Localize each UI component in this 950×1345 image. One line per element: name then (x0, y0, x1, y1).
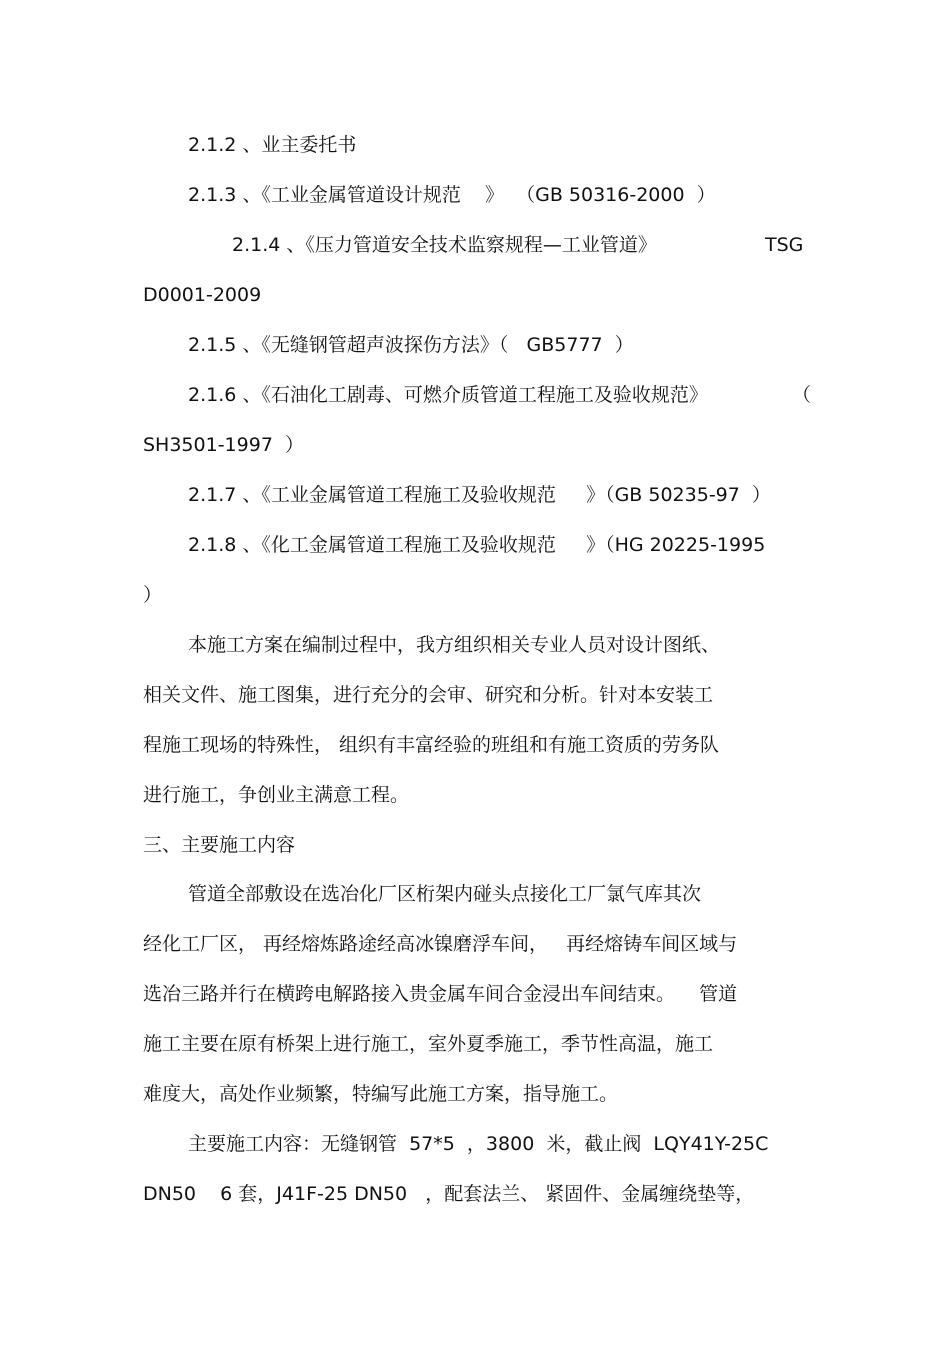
paragraph-line: 难度大，高处作业频繁，特编写此施工方案，指导施工。 (143, 1083, 619, 1105)
paragraph-line: 主要施工内容：无缝钢管 57*5 ，3800 米，截止阀 LQY41Y-25C (188, 1133, 769, 1155)
ref-2-1-6-line2: SH3501-1997 ） (143, 434, 304, 456)
section-heading: 三、主要施工内容 (143, 834, 296, 856)
ref-2-1-2: 2.1.2 、业主委托书 (188, 134, 357, 156)
paragraph-line: 管道全部敷设在选冶化厂区桁架内碰头点接化工厂氯气库其次 (188, 883, 702, 905)
paragraph-line: 程施工现场的特殊性， 组织有丰富经验的班组和有施工资质的劳务队 (143, 734, 720, 756)
ref-2-1-4-line1: 2.1.4 、《压力管道安全技术监察规程—工业管道》 (232, 234, 657, 256)
ref-2-1-6-bracket: （ (792, 384, 812, 406)
ref-2-1-8-line2: ） (143, 584, 163, 606)
paragraph-line: 相关文件、施工图集，进行充分的会审、研究和分析。针对本安装工 (143, 684, 714, 706)
ref-2-1-8-line1: 2.1.8 、《化工金属管道工程施工及验收规范 》（HG 20225-1995 (188, 534, 766, 556)
paragraph-line: 进行施工，争创业主满意工程。 (143, 784, 410, 806)
ref-2-1-4-line2: D0001-2009 (143, 284, 262, 306)
paragraph-line: 选冶三路并行在横跨电解路接入贵金属车间合金浸出车间结束。 管道 (143, 983, 738, 1005)
paragraph-line: DN50 6 套，J41F-25 DN50 ，配套法兰、 紧固件、金属缠绕垫等， (143, 1183, 755, 1205)
ref-2-1-7: 2.1.7 、《工业金属管道工程施工及验收规范 》（GB 50235-97 ） (188, 484, 771, 506)
ref-2-1-3: 2.1.3 、《工业金属管道设计规范 》 （GB 50316-2000 ） (188, 184, 716, 206)
paragraph-line: 施工主要在原有桥架上进行施工，室外夏季施工，季节性高温，施工 (143, 1033, 714, 1055)
ref-2-1-4-code: TSG (765, 234, 804, 256)
paragraph-line: 本施工方案在编制过程中，我方组织相关专业人员对设计图纸、 (188, 634, 721, 656)
ref-2-1-5: 2.1.5 、《无缝钢管超声波探伤方法》（ GB5777 ） (188, 334, 634, 356)
paragraph-line: 经化工厂区， 再经熔炼路途经高冰镍磨浮车间， 再经熔铸车间区域与 (143, 933, 738, 955)
ref-2-1-6-line1: 2.1.6 、《石油化工剧毒、可燃介质管道工程施工及验收规范》 (188, 384, 708, 406)
